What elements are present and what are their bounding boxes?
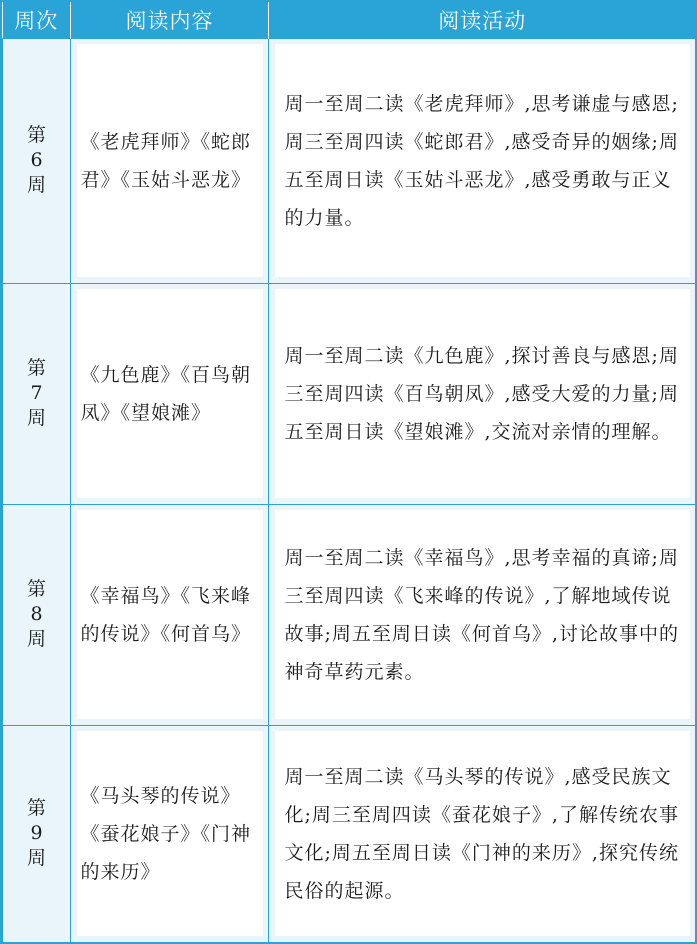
week-suffix: 周 [26, 628, 46, 650]
activity-cell [269, 725, 696, 942]
reading-content: 《老虎拜师》《蛇郎君》《玉姑斗恶龙》 [80, 130, 252, 191]
table-row [3, 283, 696, 504]
week-number: 6 [30, 149, 43, 171]
header-activity: 阅读活动 [269, 2, 696, 38]
reading-activity: 周一至周二读《马头琴的传说》,感受民族文化;周三至周四读《蚕花娘子》,了解传统农事文化;周五至周日读《门神的来历》,探究传统民俗的起源。 [284, 765, 679, 902]
table-row [3, 504, 696, 725]
week-prefix: 第 [26, 357, 46, 379]
week-cell [3, 38, 71, 283]
week-suffix: 周 [26, 847, 46, 869]
content-cell [71, 725, 269, 942]
reading-content: 《九色鹿》《百鸟朝凤》《望娘滩》 [80, 363, 252, 424]
reading-content: 《幸福鸟》《飞来峰的传说》《何首乌》 [80, 584, 252, 645]
content-cell [71, 38, 269, 283]
reading-activity: 周一至周二读《九色鹿》,探讨善良与感恩;周三至周四读《百鸟朝凤》,感受大爱的力量;周五至周日读《望娘滩》,交流对亲情的理解。 [284, 344, 679, 443]
content-cell [71, 504, 269, 725]
reading-content: 《马头琴的传说》《蚕花娘子》《门神的来历》 [80, 784, 252, 883]
week-cell [3, 504, 71, 725]
table-header-row [3, 2, 696, 38]
week-cell [3, 725, 71, 942]
week-prefix: 第 [26, 124, 46, 146]
activity-cell [269, 38, 696, 283]
reading-plan-table [2, 2, 696, 943]
header-content: 阅读内容 [71, 2, 269, 38]
content-cell [71, 283, 269, 504]
week-suffix: 周 [26, 174, 46, 196]
activity-cell [269, 504, 696, 725]
week-number: 9 [30, 822, 43, 844]
reading-activity: 周一至周二读《幸福鸟》,思考幸福的真谛;周三至周四读《飞来峰的传说》,了解地域传说故事;周五至周日读《何首乌》,讨论故事中的神奇草药元素。 [284, 546, 679, 683]
activity-cell [269, 283, 696, 504]
week-number: 7 [30, 382, 43, 404]
week-prefix: 第 [26, 578, 46, 600]
week-number: 8 [30, 603, 43, 625]
table-row [3, 725, 696, 942]
week-cell [3, 283, 71, 504]
header-week: 周次 [3, 2, 71, 38]
week-prefix: 第 [26, 797, 46, 819]
week-suffix: 周 [26, 407, 46, 429]
table-row [3, 38, 696, 283]
reading-activity: 周一至周二读《老虎拜师》,思考谦虚与感恩;周三至周四读《蛇郎君》,感受奇异的姻缘;周五至周日读《玉姑斗恶龙》,感受勇敢与正义的力量。 [284, 92, 679, 229]
